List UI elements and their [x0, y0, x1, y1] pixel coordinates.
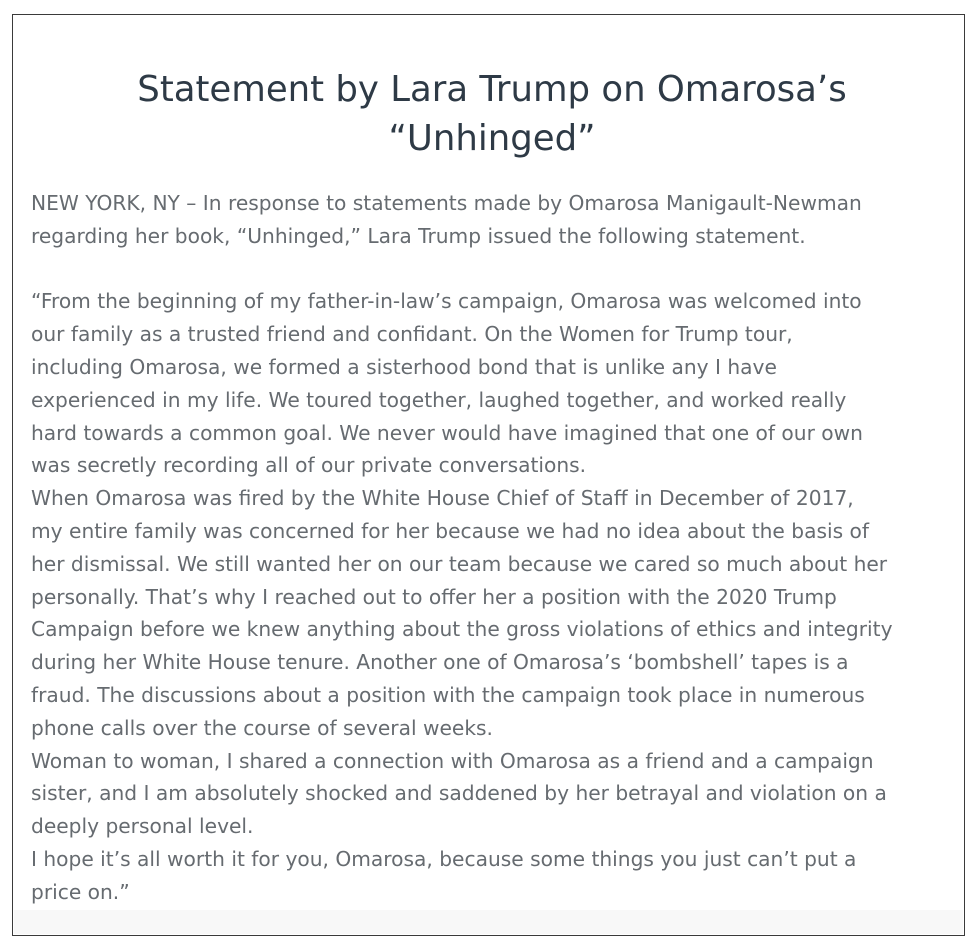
statement-content	[31, 65, 953, 909]
quote-paragraph-4: I hope it’s all worth it for you, Omarosa, because some things you just can’t put a price on.”	[31, 846, 857, 904]
quote-paragraph-1: “From the beginning of my father-in-law’s campaign, Omarosa was welcomed into our family as a trusted friend and confidant. On the Women for Trump tour, including Omarosa, we formed a sisterhood bond that is unlike any I have experienced in my life. We toured together, laughed together, and worked really hard towards a common goal. We never would have imagined that one of our own was secretly recording all of our private conversations.	[31, 289, 863, 478]
statement-quote	[31, 285, 953, 908]
title-line-2: “Unhinged”	[388, 118, 596, 159]
dateline-paragraph: NEW YORK, NY – In response to statements made by Omarosa Manigault-Newman regarding her book, “Unhinged,” Lara Trump issued the following statement.	[31, 191, 862, 248]
statement-frame	[12, 14, 965, 936]
quote-paragraph-3: Woman to woman, I shared a connection with Omarosa as a friend and a campaign sister, and I am absolutely shocked and saddened by her betrayal and violation on a deeply personal level.	[31, 748, 887, 839]
title-line-1: Statement by Lara Trump on Omarosa’s	[137, 69, 847, 110]
bottom-shade	[14, 910, 963, 934]
statement-title	[31, 65, 953, 163]
quote-paragraph-2: When Omarosa was fired by the White House Chief of Staff in December of 2017, my entire family was concerned for her because we had no idea about the basis of her dismissal. We still wanted her on our team because we cared so much about her personally. That’s why I reached out to offer her a position with the 2020 Trump Campaign before we knew anything about the gross violations of ethics and integrity during her White House tenure. Another one of Omarosa’s ‘bombshell’ tapes is a fraud. The discussions about a position with the campaign took place in numerous phone calls over the course of several weeks.	[31, 486, 893, 740]
